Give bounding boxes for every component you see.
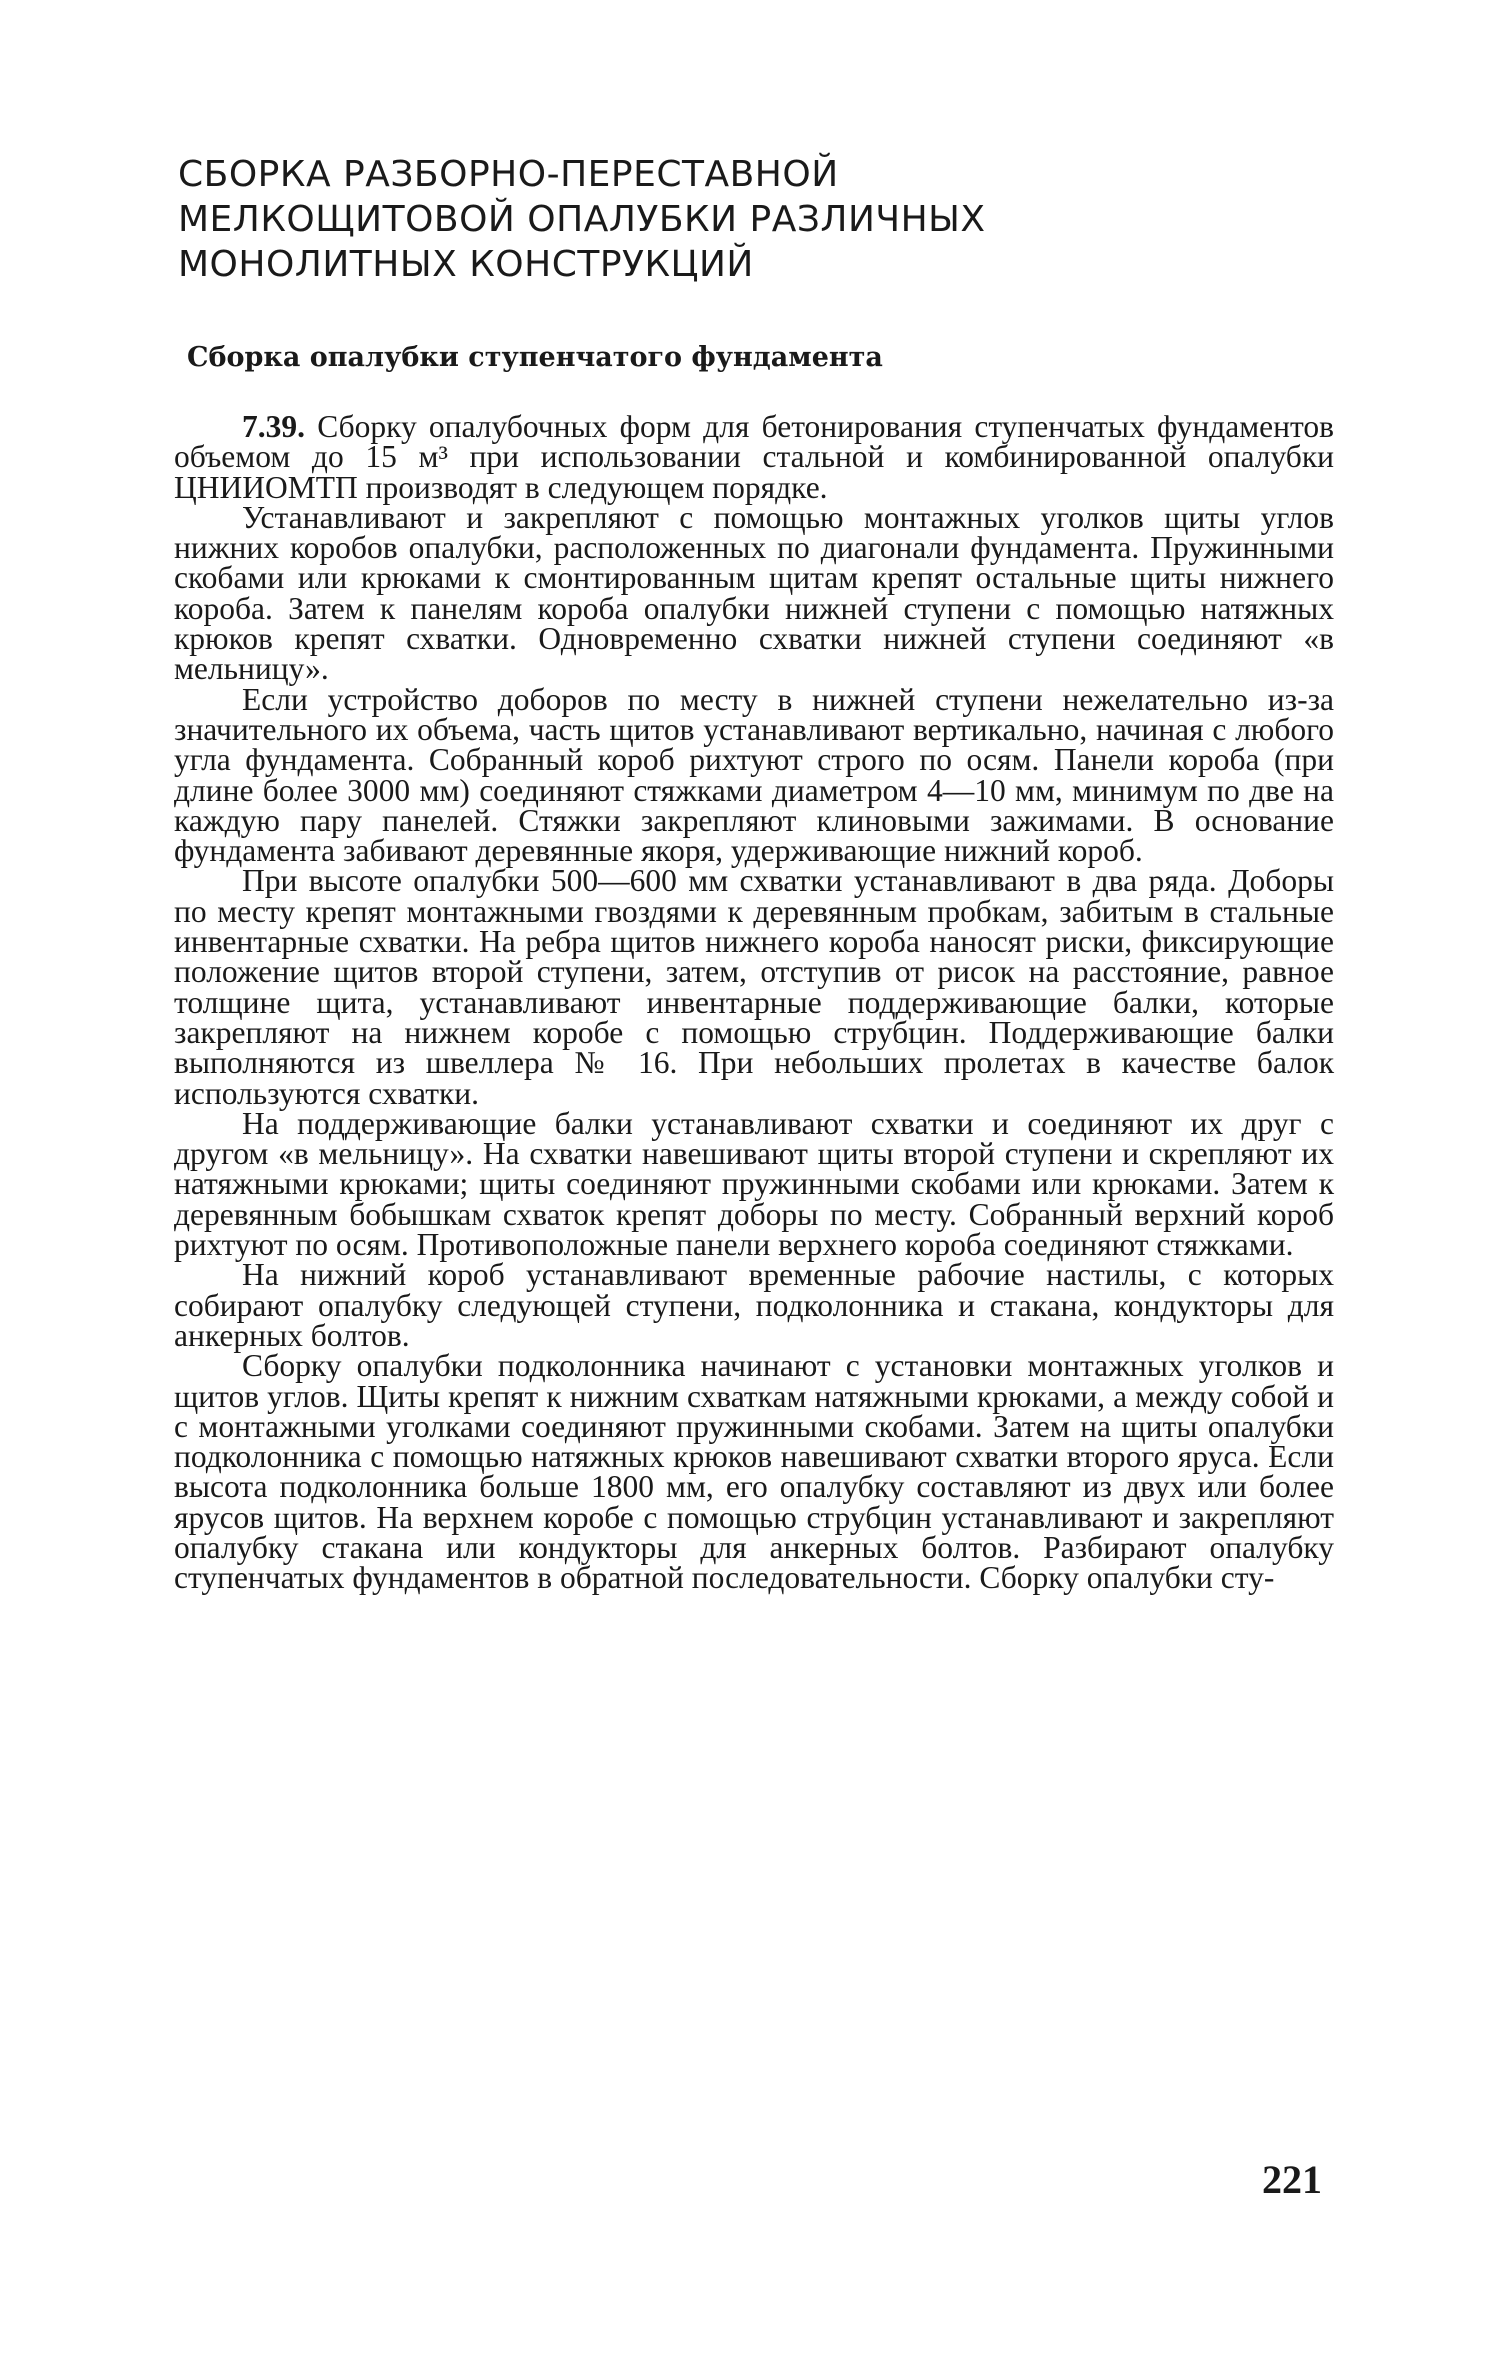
paragraph-number: 7.39.	[242, 409, 305, 444]
paragraph-4: При высоте опалубки 500—600 мм схватки устанавливают в два ряда. Доборы по месту крепят монтажными гвоздями к деревянным пробкам, забитым в стальные инвентарные схватки. На ребра щитов нижнего короба наносят риски, фиксирующие положение щитов второй ступени, затем, отступив от рисок на расстояние, равное толщине щита, устанавливают инвентарные поддерживающие балки, которые закрепляют на нижнем коробе с помощью струбцин. Поддерживающие балки выполняются из швеллера № 16. При небольших пролетах в качестве балок используются схватки.	[174, 863, 1334, 1111]
paragraph-2: Устанавливают и закрепляют с помощью монтажных уголков щиты углов нижних коробов опалубки, расположенных по диагонали фундамента. Пружинными скобами или крюками к смонтированным щитам крепят остальные щиты нижнего короба. Затем к панелям короба опалубки нижней ступени с помощью натяжных крюков крепят схватки. Одновременно схватки нижней ступени соединяют «в мельницу».	[174, 499, 1334, 687]
section-heading: Сборка опалубки ступенчатого фундамента	[187, 342, 883, 373]
chapter-title	[178, 152, 1078, 287]
chapter-title-line-1: СБОРКА РАЗБОРНО-ПЕРЕСТАВНОЙ	[178, 154, 839, 195]
paragraph-7-39	[174, 409, 1334, 505]
body-text	[174, 409, 1334, 1596]
paragraph-3: Если устройство доборов по месту в нижней ступени нежелательно из-за значительного их объема, часть щитов устанавливают вертикально, начиная с любого угла фундамента. Собранный короб рихтуют строго по осям. Панели короба (при длине более 3000 мм) соединяют стяжками диаметром 4—10 мм, минимум по две на каждую пару панелей. Стяжки закрепляют клиновыми зажимами. В основание фундамента забивают деревянные якоря, удерживающие нижний короб.	[174, 681, 1334, 869]
chapter-title-line-3: МОНОЛИТНЫХ КОНСТРУКЦИЙ	[178, 244, 754, 285]
paragraph-7: Сборку опалубки подколонника начинают с установки монтажных уголков и щитов углов. Щиты крепят к нижним схваткам натяжными крюками, а между собой и с монтажными уголками соединяют пружинными скобами. Затем на щиты опалубки подколонника с помощью натяжных крюков навешивают схватки второго яруса. Если высота подколонника больше 1800 мм, его опалубку составляют из двух или более ярусов щитов. На верхнем коробе с помощью струбцин устанавливают и закрепляют опалубку стакана или кондукторы для анкерных болтов. Разбирают опалубку ступенчатых фундаментов в обратной последовательности. Сборку опалубки сту-	[174, 1348, 1334, 1596]
chapter-title-line-2: МЕЛКОЩИТОВОЙ ОПАЛУБКИ РАЗЛИЧНЫХ	[178, 199, 986, 240]
paragraph-5: На поддерживающие балки устанавливают схватки и соединяют их друг с другом «в мельницу». На схватки навешивают щиты второй ступени и скрепляют их натяжными крюками; щиты соединяют пружинными скобами или крюками. Затем к деревянным бобышкам схваток крепят доборы по месту. Собранный верхний короб рихтуют по осям. Противоположные панели верхнего короба соединяют стяжками.	[174, 1105, 1334, 1263]
page-number: 221	[1262, 2157, 1322, 2202]
paragraph-6: На нижний короб устанавливают временные рабочие настилы, с которых собирают опалубку следующей ступени, подколонника и стакана, кондукторы для анкерных болтов.	[174, 1257, 1334, 1353]
paragraph-text: Сборку опалубочных форм для бетонирования ступенчатых фундаментов объемом до 15 м³ при использовании стальной и комбинированной опалубки ЦНИИОМТП производят в следующем порядке.	[174, 409, 1334, 505]
